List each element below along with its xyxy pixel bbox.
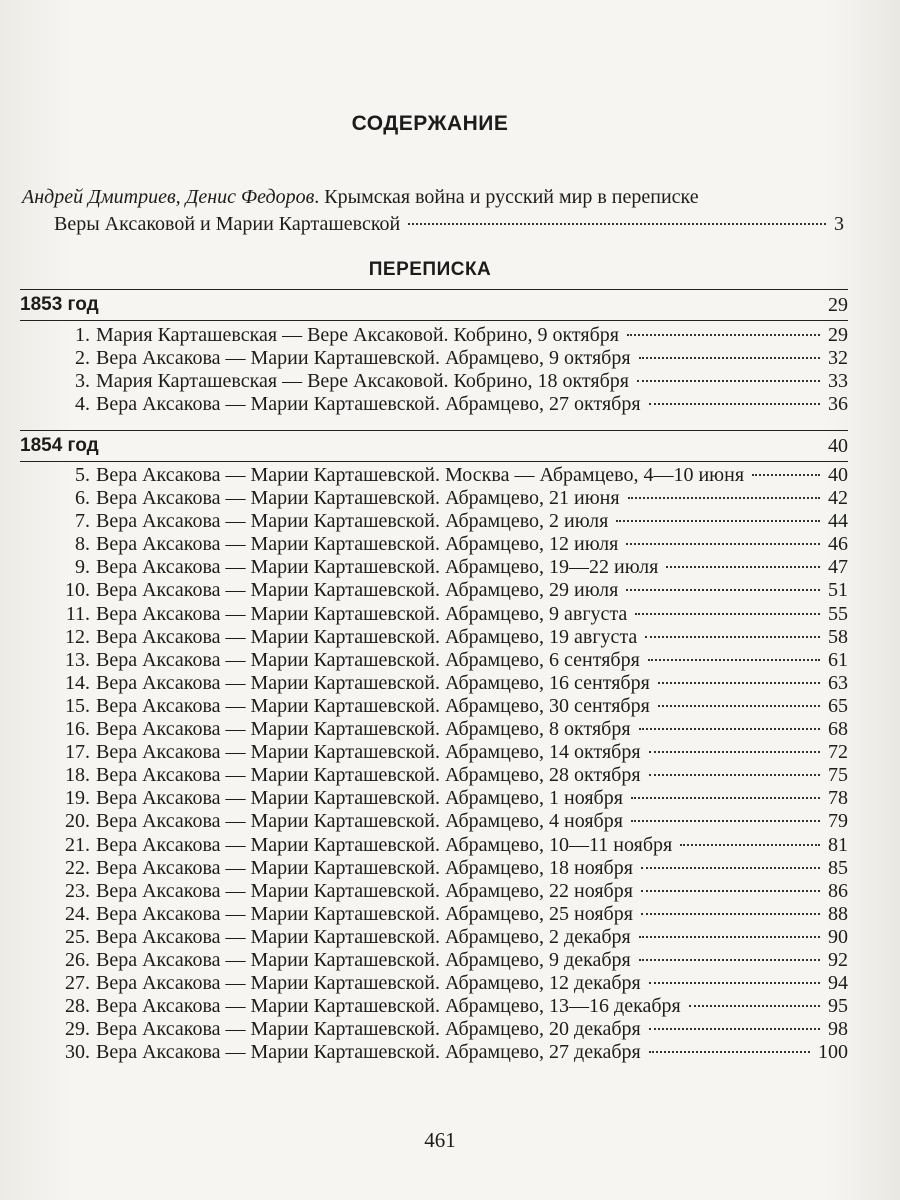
toc-entry [20,718,848,741]
entry-title: Вера Аксакова — Марии Карташевской. Абрамцево, 6 сентября [96,648,640,671]
toc-entry [20,672,848,695]
toc-entry [20,510,848,533]
toc-entry [20,926,848,949]
entry-title: Вера Аксакова — Марии Карташевской. Абрамцево, 12 декабря [96,972,641,995]
dot-leader [649,774,820,776]
dot-leader [658,705,820,707]
toc-entry [20,347,848,370]
entry-page-number: 42 [828,487,848,510]
entry-number: 18. [65,764,90,787]
toc-entry [20,533,848,556]
entry-number: 29. [65,1018,90,1041]
entry-title: Вера Аксакова — Марии Карташевской. Абрамцево, 9 декабря [96,948,631,971]
dot-leader [408,223,826,225]
entry-number: 26. [65,948,90,971]
entry-title: Вера Аксакова — Марии Карташевской. Абрамцево, 14 октября [96,741,641,764]
entry-number: 12. [65,625,90,648]
intro-title-part2: Веры Аксаковой и Марии Карташевской [54,213,401,235]
dot-leader [626,589,820,591]
entry-page-number: 40 [828,464,848,486]
entry-title: Вера Аксакова — Марии Карташевской. Абрамцево, 4 ноября [96,810,623,833]
toc-entry [20,626,848,649]
entry-number: 20. [65,810,90,833]
toc-entry [20,880,848,903]
year-heading-1853 [20,289,848,321]
entry-title: Вера Аксакова — Марии Карташевской. Абрамцево, 10—11 ноября [96,833,673,856]
toc-entry [20,834,848,857]
entry-page-number: 85 [828,856,848,879]
entry-number: 14. [65,671,90,694]
dot-leader [689,1005,820,1007]
entry-number: 27. [65,972,90,995]
dot-leader [637,380,820,382]
dot-leader [628,497,820,499]
entry-page-number: 94 [828,972,848,995]
toc-entry [20,1018,848,1041]
entry-number: 4. [75,393,90,416]
dot-leader [666,566,820,568]
toc-entry [20,764,848,787]
entry-page-number: 36 [828,393,848,416]
dot-leader [631,797,820,799]
page-title: СОДЕРЖАНИЕ [351,112,509,135]
entry-number: 24. [65,902,90,925]
toc-entry [20,741,848,764]
toc-entry [20,972,848,995]
entry-page-number: 33 [828,370,848,393]
entry-title: Вера Аксакова — Марии Карташевской. Абрамцево, 1 ноября [96,787,623,810]
dot-leader [635,613,820,615]
entry-title: Вера Аксакова — Марии Карташевской. Абрамцево, 8 октября [96,718,631,741]
entry-title: Вера Аксакова — Марии Карташевской. Абрамцево, 29 июля [96,579,619,602]
toc-entry [20,857,848,880]
dot-leader [631,820,820,822]
entry-page-number: 51 [828,579,848,602]
toc-entry [20,487,848,510]
entry-title: Вера Аксакова — Марии Карташевской. Абрамцево, 18 ноября [96,856,633,879]
entry-title: Мария Карташевская — Вере Аксаковой. Кобрино, 9 октября [96,324,619,346]
dot-leader [648,659,820,661]
year-label: 1853 год [20,294,99,315]
entry-page-number: 95 [828,995,848,1018]
page-number: 461 [424,1128,456,1152]
entry-number: 3. [75,370,90,393]
toc-entry [20,649,848,672]
entry-number: 22. [65,856,90,879]
entry-page-number: 75 [828,764,848,787]
toc-entry [20,787,848,810]
entries-1853 [20,324,848,416]
dot-leader [649,1028,820,1030]
year-label: 1854 год [20,435,99,456]
intro-authors: Андрей Дмитриев, Денис Федоров [22,186,315,208]
entry-page-number: 79 [828,810,848,833]
entry-title: Вера Аксакова — Марии Карташевской. Абрамцево, 22 ноября [96,879,633,902]
dot-leader [645,636,820,638]
entry-title: Вера Аксакова — Марии Карташевской. Абрамцево, 20 декабря [96,1018,641,1041]
entry-number: 23. [65,879,90,902]
entry-number: 6. [75,487,90,510]
entry-title: Вера Аксакова — Марии Карташевской. Абрамцево, 9 октября [96,347,631,370]
year-page-number: 40 [828,434,848,457]
intro-line-2 [22,211,844,238]
dot-leader [639,357,820,359]
entries-1854 [20,464,848,1064]
intro-page-number: 3 [834,213,844,235]
entry-page-number: 92 [828,948,848,971]
entry-number: 15. [65,694,90,717]
entry-page-number: 55 [828,602,848,625]
entry-page-number: 44 [828,510,848,533]
entry-title: Вера Аксакова — Марии Карташевской. Абрамцево, 27 октября [96,393,641,416]
dot-leader [641,890,820,892]
entry-page-number: 63 [828,671,848,694]
entry-number: 1. [75,324,90,346]
toc-entry [20,949,848,972]
entry-page-number: 47 [828,556,848,579]
section-title: ПЕРЕПИСКА [368,259,492,280]
entry-page-number: 90 [828,925,848,948]
entry-title: Вера Аксакова — Марии Карташевской. Абрамцево, 16 сентября [96,671,650,694]
entry-page-number: 46 [828,533,848,556]
entry-title: Вера Аксакова — Марии Карташевской. Абрамцево, 2 июля [96,510,609,533]
year-heading-1854 [20,430,848,462]
entry-title: Вера Аксакова — Марии Карташевской. Абрамцево, 19 августа [96,625,638,648]
entry-page-number: 65 [828,694,848,717]
toc-entry [20,995,848,1018]
intro-title-part1: . Крымская война и русский мир в переписке [314,186,699,208]
entry-title: Вера Аксакова — Марии Карташевской. Абрамцево, 12 июля [96,533,619,556]
entry-number: 17. [65,741,90,764]
entry-page-number: 58 [828,625,848,648]
dot-leader [649,751,820,753]
entry-title: Мария Карташевская — Вере Аксаковой. Кобрино, 18 октября [96,370,629,393]
entry-number: 7. [75,510,90,533]
entry-number: 13. [65,648,90,671]
entry-number: 28. [65,995,90,1018]
toc-entry [20,370,848,393]
dot-leader [627,334,820,336]
toc-entry [20,324,848,347]
entry-number: 21. [65,833,90,856]
entry-number: 2. [75,347,90,370]
entry-page-number: 88 [828,902,848,925]
dot-leader [639,728,820,730]
entry-title: Вера Аксакова — Марии Карташевской. Абрамцево, 21 июня [96,487,620,510]
toc-entry [20,810,848,833]
dot-leader [626,543,820,545]
entry-title: Вера Аксакова — Марии Карташевской. Москва — Абрамцево, 4—10 июня [96,464,745,486]
entry-page-number: 68 [828,718,848,741]
toc-entry [20,695,848,718]
entry-number: 10. [65,579,90,602]
year-page-number: 29 [828,293,848,316]
dot-leader [680,844,820,846]
toc-entry [20,393,848,416]
entry-title: Вера Аксакова — Марии Карташевской. Абрамцево, 27 декабря [96,1041,641,1064]
entry-number: 9. [75,556,90,579]
dot-leader [649,982,820,984]
dot-leader [641,913,820,915]
dot-leader [658,682,820,684]
entry-page-number: 81 [828,833,848,856]
intro-entry [22,184,844,238]
entry-page-number: 78 [828,787,848,810]
entry-title: Вера Аксакова — Марии Карташевской. Абрамцево, 13—16 декабря [96,995,681,1018]
entry-page-number: 32 [828,347,848,370]
entry-title: Вера Аксакова — Марии Карташевской. Абрамцево, 19—22 июля [96,556,659,579]
entry-number: 19. [65,787,90,810]
dot-leader [649,403,820,405]
entry-title: Вера Аксакова — Марии Карташевской. Абрамцево, 30 сентября [96,694,650,717]
dot-leader [649,1051,810,1053]
entry-page-number: 86 [828,879,848,902]
dot-leader [616,520,820,522]
entry-page-number: 98 [828,1018,848,1041]
entry-page-number: 29 [828,324,848,346]
dot-leader [639,959,820,961]
intro-line-1 [22,184,844,211]
dot-leader [752,474,820,476]
entry-number: 5. [75,464,90,486]
toc-entry [20,903,848,926]
entry-title: Вера Аксакова — Марии Карташевской. Абрамцево, 28 октября [96,764,641,787]
entry-number: 16. [65,718,90,741]
entry-title: Вера Аксакова — Марии Карташевской. Абрамцево, 25 ноября [96,902,633,925]
toc-entry [20,603,848,626]
entry-number: 8. [75,533,90,556]
entry-number: 11. [65,602,90,625]
toc-entry [20,556,848,579]
entry-page-number: 61 [828,648,848,671]
dot-leader [639,936,820,938]
entry-title: Вера Аксакова — Марии Карташевской. Абрамцево, 9 августа [96,602,628,625]
dot-leader [641,867,820,869]
entry-page-number: 72 [828,741,848,764]
entry-number: 25. [65,925,90,948]
toc-entry [20,579,848,602]
entry-number: 30. [65,1041,90,1064]
entry-page-number: 100 [818,1041,848,1064]
toc-entry [20,464,848,487]
entry-title: Вера Аксакова — Марии Карташевской. Абрамцево, 2 декабря [96,925,631,948]
toc-entry [20,1041,848,1064]
